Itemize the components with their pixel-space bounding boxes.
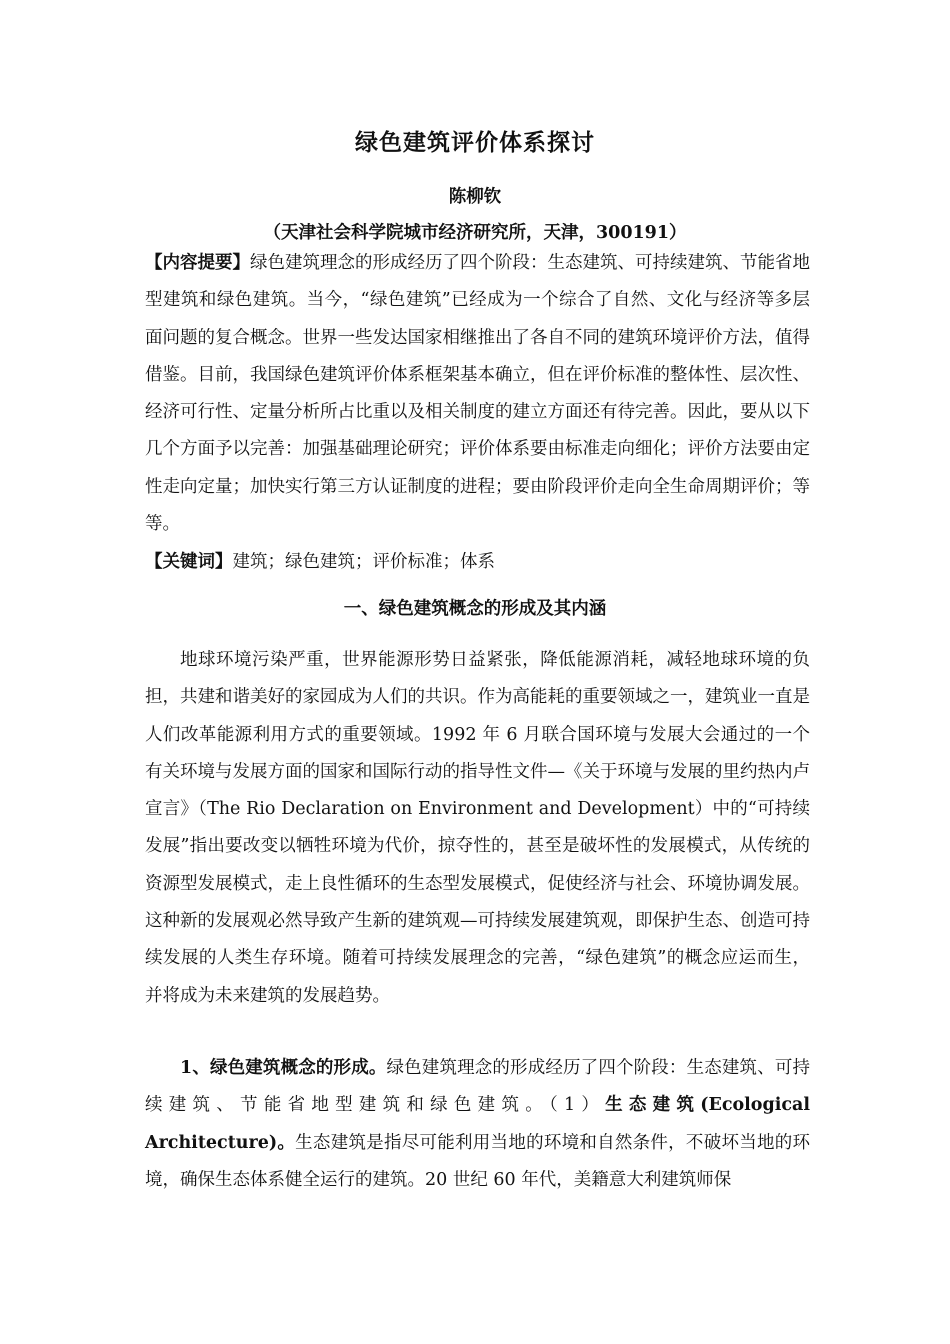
keywords-label: 【关键词】: [145, 552, 233, 572]
keywords: [145, 544, 810, 581]
section-heading: 一、绿色建筑概念的形成及其内涵: [343, 599, 607, 619]
body-paragraph: 地球环境污染严重，世界能源形势日益紧张，降低能源消耗，减轻地球环境的负担，共建和谐美好的家园成为人们的共识。作为高能耗的重要领域之一，建筑业一直是人们改革能源利用方式的重要领域。1992 年 6 月联合国环境与发展大会通过的一个有关环境与发展方面的国家和国际行动的指导性文件—《关于环境与发展的里约热内卢宣言》（The Rio Declaration on Environment and Development）中的“可持续发展”指出要改变以牺牲环境为代价，掠夺性的，甚至是破坏性的发展模式，从传统的资源型发展模式，走上良性循环的生态型发展模式，促使经济与社会、环境协调发展。这种新的发展观必然导致产生新的建筑观—可持续发展建筑观，即保护生态、创造可持续发展的人类生存环境。随着可持续发展理念的完善，“绿色建筑”的概念应运而生，并将成为未来建筑的发展趋势。: [145, 650, 810, 1006]
abstract: [145, 245, 810, 543]
paper-title: 绿色建筑评价体系探讨: [355, 129, 595, 156]
paragraph-text-a: 绿色建筑理念的形成经历了四个阶段：生态建筑、可持续建筑、节能省地型建筑和绿色建筑。（1）: [145, 1058, 810, 1116]
abstract-text: 绿色建筑理念的形成经历了四个阶段：生态建筑、可持续建筑、节能省地型建筑和绿色建筑。当今，“绿色建筑”已经成为一个综合了自然、文化与经济等多层面问题的复合概念。世界一些发达国家相继推出了各自不同的建筑环境评价方法，值得借鉴。目前，我国绿色建筑评价体系框架基本确立，但在评价标准的整体性、层次性、经济可行性、定量分析所占比重以及相关制度的建立方面还有待完善。因此，要从以下几个方面予以完善：加强基础理论研究；评价体系要由标准走向细化；评价方法要由定性走向定量；加快实行第三方认证制度的进程；要由阶段评价走向全生命周期评价；等等。: [145, 253, 810, 535]
keywords-text: 建筑；绿色建筑；评价标准；体系: [232, 552, 495, 572]
term-ecological-architecture: 生态建筑(Ecological Architecture)。: [145, 1095, 811, 1153]
body-paragraph-2: [145, 1050, 810, 1199]
abstract-label: 【内容提要】: [145, 253, 250, 273]
subsection-lead: 1、绿色建筑概念的形成。: [180, 1058, 387, 1078]
author-name: 陈柳钦: [448, 187, 502, 207]
author-affiliation: （天津社会科学院城市经济研究所，天津，300191）: [263, 223, 687, 243]
paragraph-text-b: 生态建筑是指尽可能利用当地的环境和自然条件，不破坏当地的环境，确保生态体系健全运行的建筑。20 世纪 60 年代，美籍意大利建筑师保: [145, 1132, 811, 1190]
